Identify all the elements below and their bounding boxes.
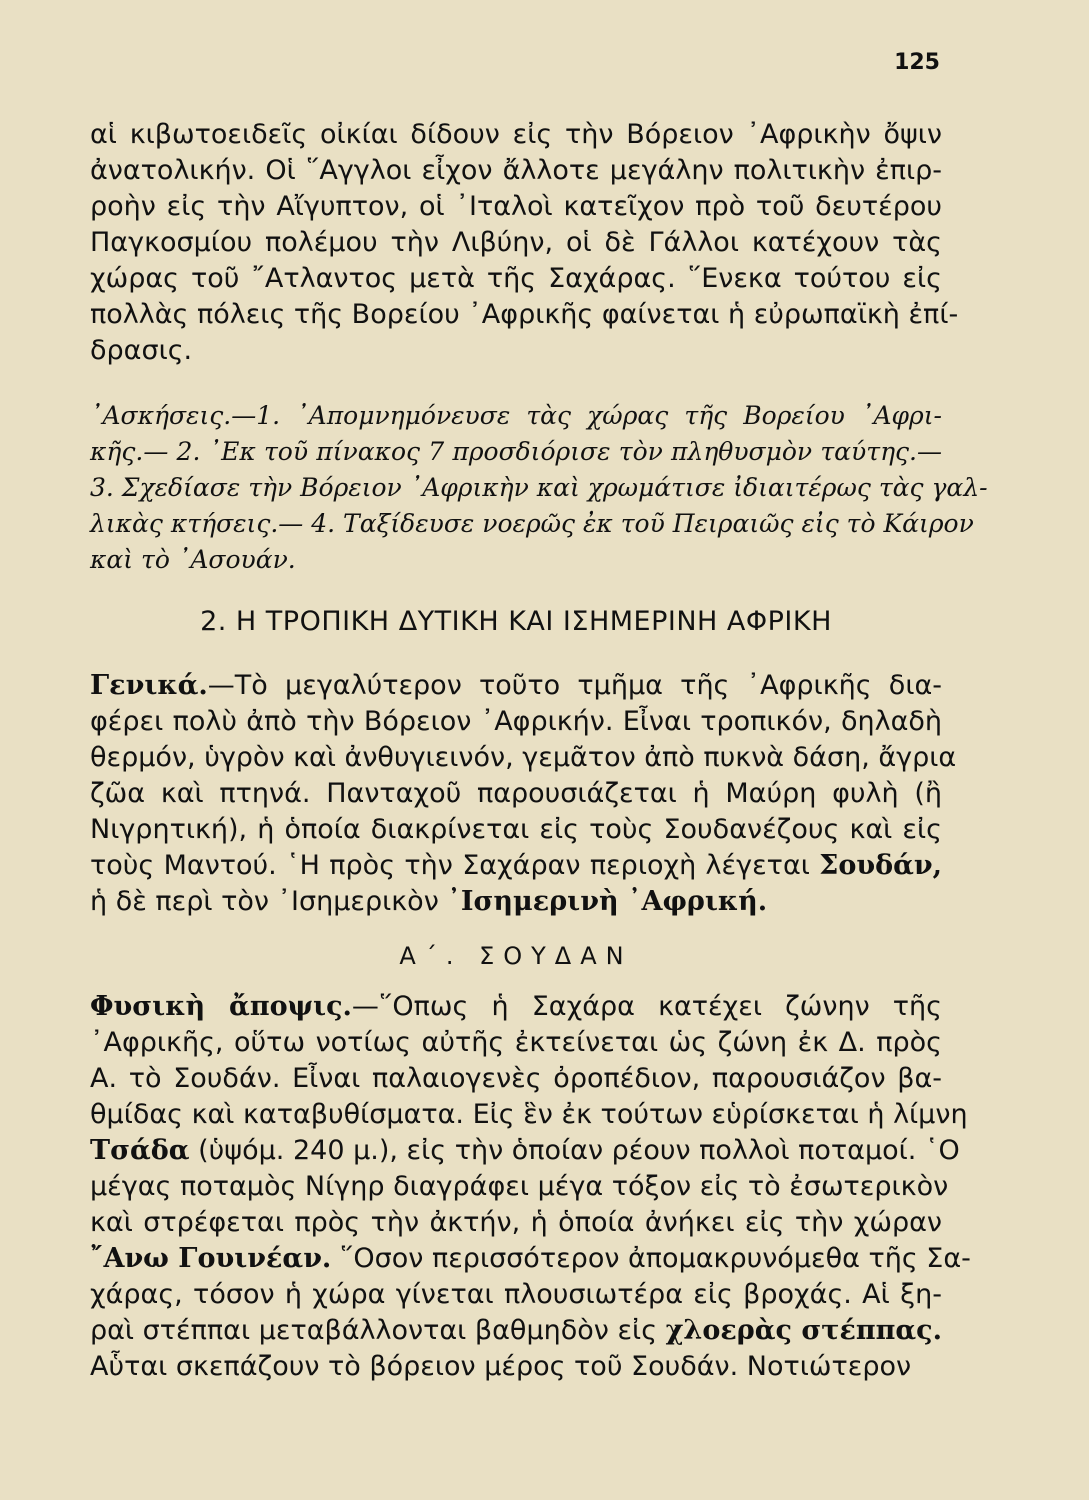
text-line: Αὗται σκεπάζουν τὸ βόρειον μέρος τοῦ Σουδάν. Νοτιώτερον	[90, 1351, 912, 1382]
physical-text: ραὶ στέππαι μεταβάλλονται βαθμηδὸν εἰς	[90, 1315, 666, 1346]
exercise-line: ᾿Ασκήσεις.—1. ᾿Απομνημόνευσε τὰς χώρας τῆς Βορείου ᾿Αφρι-	[90, 401, 942, 430]
text-line	[90, 668, 942, 704]
text-line	[90, 1313, 942, 1349]
exercise-line: καὶ τὸ ᾿Ασουάν.	[90, 545, 296, 574]
text-line: μέγας ποταμὸς Νίγηρ διαγράφει μέγα τόξον εἰς τὸ ἐσωτερικὸν	[90, 1171, 949, 1202]
text-line: Α. τὸ Σουδάν. Εἶναι παλαιογενὲς ὀροπέδιον, παρουσιάζον βα-	[90, 1063, 942, 1094]
general-paragraph	[90, 668, 957, 920]
upper-guinea-term: ῎Ανω Γουινέαν.	[90, 1243, 332, 1274]
subsection-heading: Α΄. ΣΟΥΔΑΝ	[399, 942, 633, 970]
text-line	[90, 884, 942, 920]
text-line: χώρας τοῦ ῎Ατλαντος μετὰ τῆς Σαχάρας. ῞Ενεκα τούτου εἰς	[90, 263, 942, 294]
physical-text: (ὑψόμ. 240 μ.), εἰς τὴν ὁποίαν ρέουν πολλοὶ ποταμοί. ῾Ο	[189, 1135, 960, 1166]
text-line: θερμόν, ὑγρὸν καὶ ἀνθυγιεινόν, γεμᾶτον ἀπὸ πυκνὰ δάση, ἄγρια	[90, 742, 957, 773]
text-line: δρασις.	[90, 335, 193, 366]
intro-paragraph	[90, 117, 959, 369]
physical-text: ῞Οσον περισσότερον ἀπομακρυνόμεθα τῆς Σα-	[331, 1243, 971, 1274]
physical-label: Φυσικὴ ἄποψις.	[90, 991, 352, 1022]
equatorial-africa-term: ᾿Ισημερινὴ ᾿Αφρική.	[447, 886, 768, 917]
green-steppes-term: χλοερὰς στέππας.	[665, 1315, 942, 1346]
sudan-term: Σουδάν,	[819, 850, 942, 881]
text-line: φέρει πολὺ ἀπὸ τὴν Βόρειον ᾿Αφρικήν. Εἶναι τροπικόν, δηλαδὴ	[90, 706, 942, 737]
section-heading: 2. Η ΤΡΟΠΙΚΗ ΔΥΤΙΚΗ ΚΑΙ ΙΣΗΜΕΡΙΝΗ ΑΦΡΙΚΗ	[200, 606, 832, 637]
text-line: Νιγρητική), ἡ ὁποία διακρίνεται εἰς τοὺς Σουδανέζους καὶ εἰς	[90, 814, 942, 845]
text-line: Παγκοσμίου πολέμου τὴν Λιβύην, οἱ δὲ Γάλλοι κατέχουν τὰς	[90, 227, 942, 258]
text-line	[90, 989, 942, 1025]
chad-term: Τσάδα	[90, 1135, 190, 1166]
text-line	[90, 1133, 960, 1169]
text-line: χάρας, τόσον ἡ χώρα γίνεται πλουσιωτέρα εἰς βροχάς. Αἱ ξη-	[90, 1279, 942, 1310]
exercise-line: κῆς.— 2. ᾿Εκ τοῦ πίνακος 7 προσδιόρισε τὸν πληθυσμὸν ταύτης.—	[90, 437, 942, 466]
exercise-line: 3. Σχεδίασε τὴν Βόρειον ᾿Αφρικὴν καὶ χρωμάτισε ἰδιαιτέρως τὰς γαλ-	[90, 473, 988, 502]
text-line: ἀνατολικήν. Οἱ ῞Αγγλοι εἶχον ἄλλοτε μεγάλην πολιτικὴν ἐπιρ-	[90, 155, 942, 186]
exercise-line: λικὰς κτήσεις.— 4. Ταξίδευσε νοερῶς ἐκ τοῦ Πειραιῶς εἰς τὸ Κάιρον	[90, 509, 974, 538]
text-line	[90, 1241, 971, 1277]
text-line: πολλὰς πόλεις τῆς Βορείου ᾿Αφρικῆς φαίνεται ἡ εὐρωπαϊκὴ ἐπί-	[90, 299, 959, 330]
general-label: Γενικά.	[90, 670, 208, 701]
text-line: αἱ κιβωτοειδεῖς οἰκίαι δίδουν εἰς τὴν Βόρειον ᾿Αφρικὴν ὄψιν	[90, 119, 942, 150]
text-line: ᾿Αφρικῆς, οὕτω νοτίως αὐτῆς ἐκτείνεται ὡς ζώνη ἐκ Δ. πρὸς	[90, 1027, 942, 1058]
page-number: 125	[894, 50, 940, 75]
text-line: ροὴν εἰς τὴν Αἴγυπτον, οἱ ᾿Ιταλοὶ κατεῖχον πρὸ τοῦ δευτέρου	[90, 191, 942, 222]
physical-paragraph	[90, 989, 971, 1385]
general-text: —Τὸ μεγαλύτερον τοῦτο τμῆμα τῆς ᾿Αφρικῆς δια-	[207, 670, 942, 701]
text-line: καὶ στρέφεται πρὸς τὴν ἀκτήν, ἡ ὁποία ἀνήκει εἰς τὴν χώραν	[90, 1207, 942, 1238]
exercises-paragraph	[90, 398, 988, 578]
text-line	[90, 848, 942, 884]
text-line: ζῶα καὶ πτηνά. Πανταχοῦ παρουσιάζεται ἡ Μαύρη φυλὴ (ἢ	[90, 778, 942, 809]
text-line: θμίδας καὶ καταβυθίσματα. Εἰς ἓν ἐκ τούτων εὑρίσκεται ἡ λίμνη	[90, 1099, 968, 1130]
physical-text: —῞Οπως ἡ Σαχάρα κατέχει ζώνην τῆς	[351, 991, 942, 1022]
general-text: τοὺς Μαντού. ῾Η πρὸς τὴν Σαχάραν περιοχὴ λέγεται	[90, 850, 820, 881]
general-text: ἡ δὲ περὶ τὸν ᾿Ισημερικὸν	[90, 886, 448, 917]
